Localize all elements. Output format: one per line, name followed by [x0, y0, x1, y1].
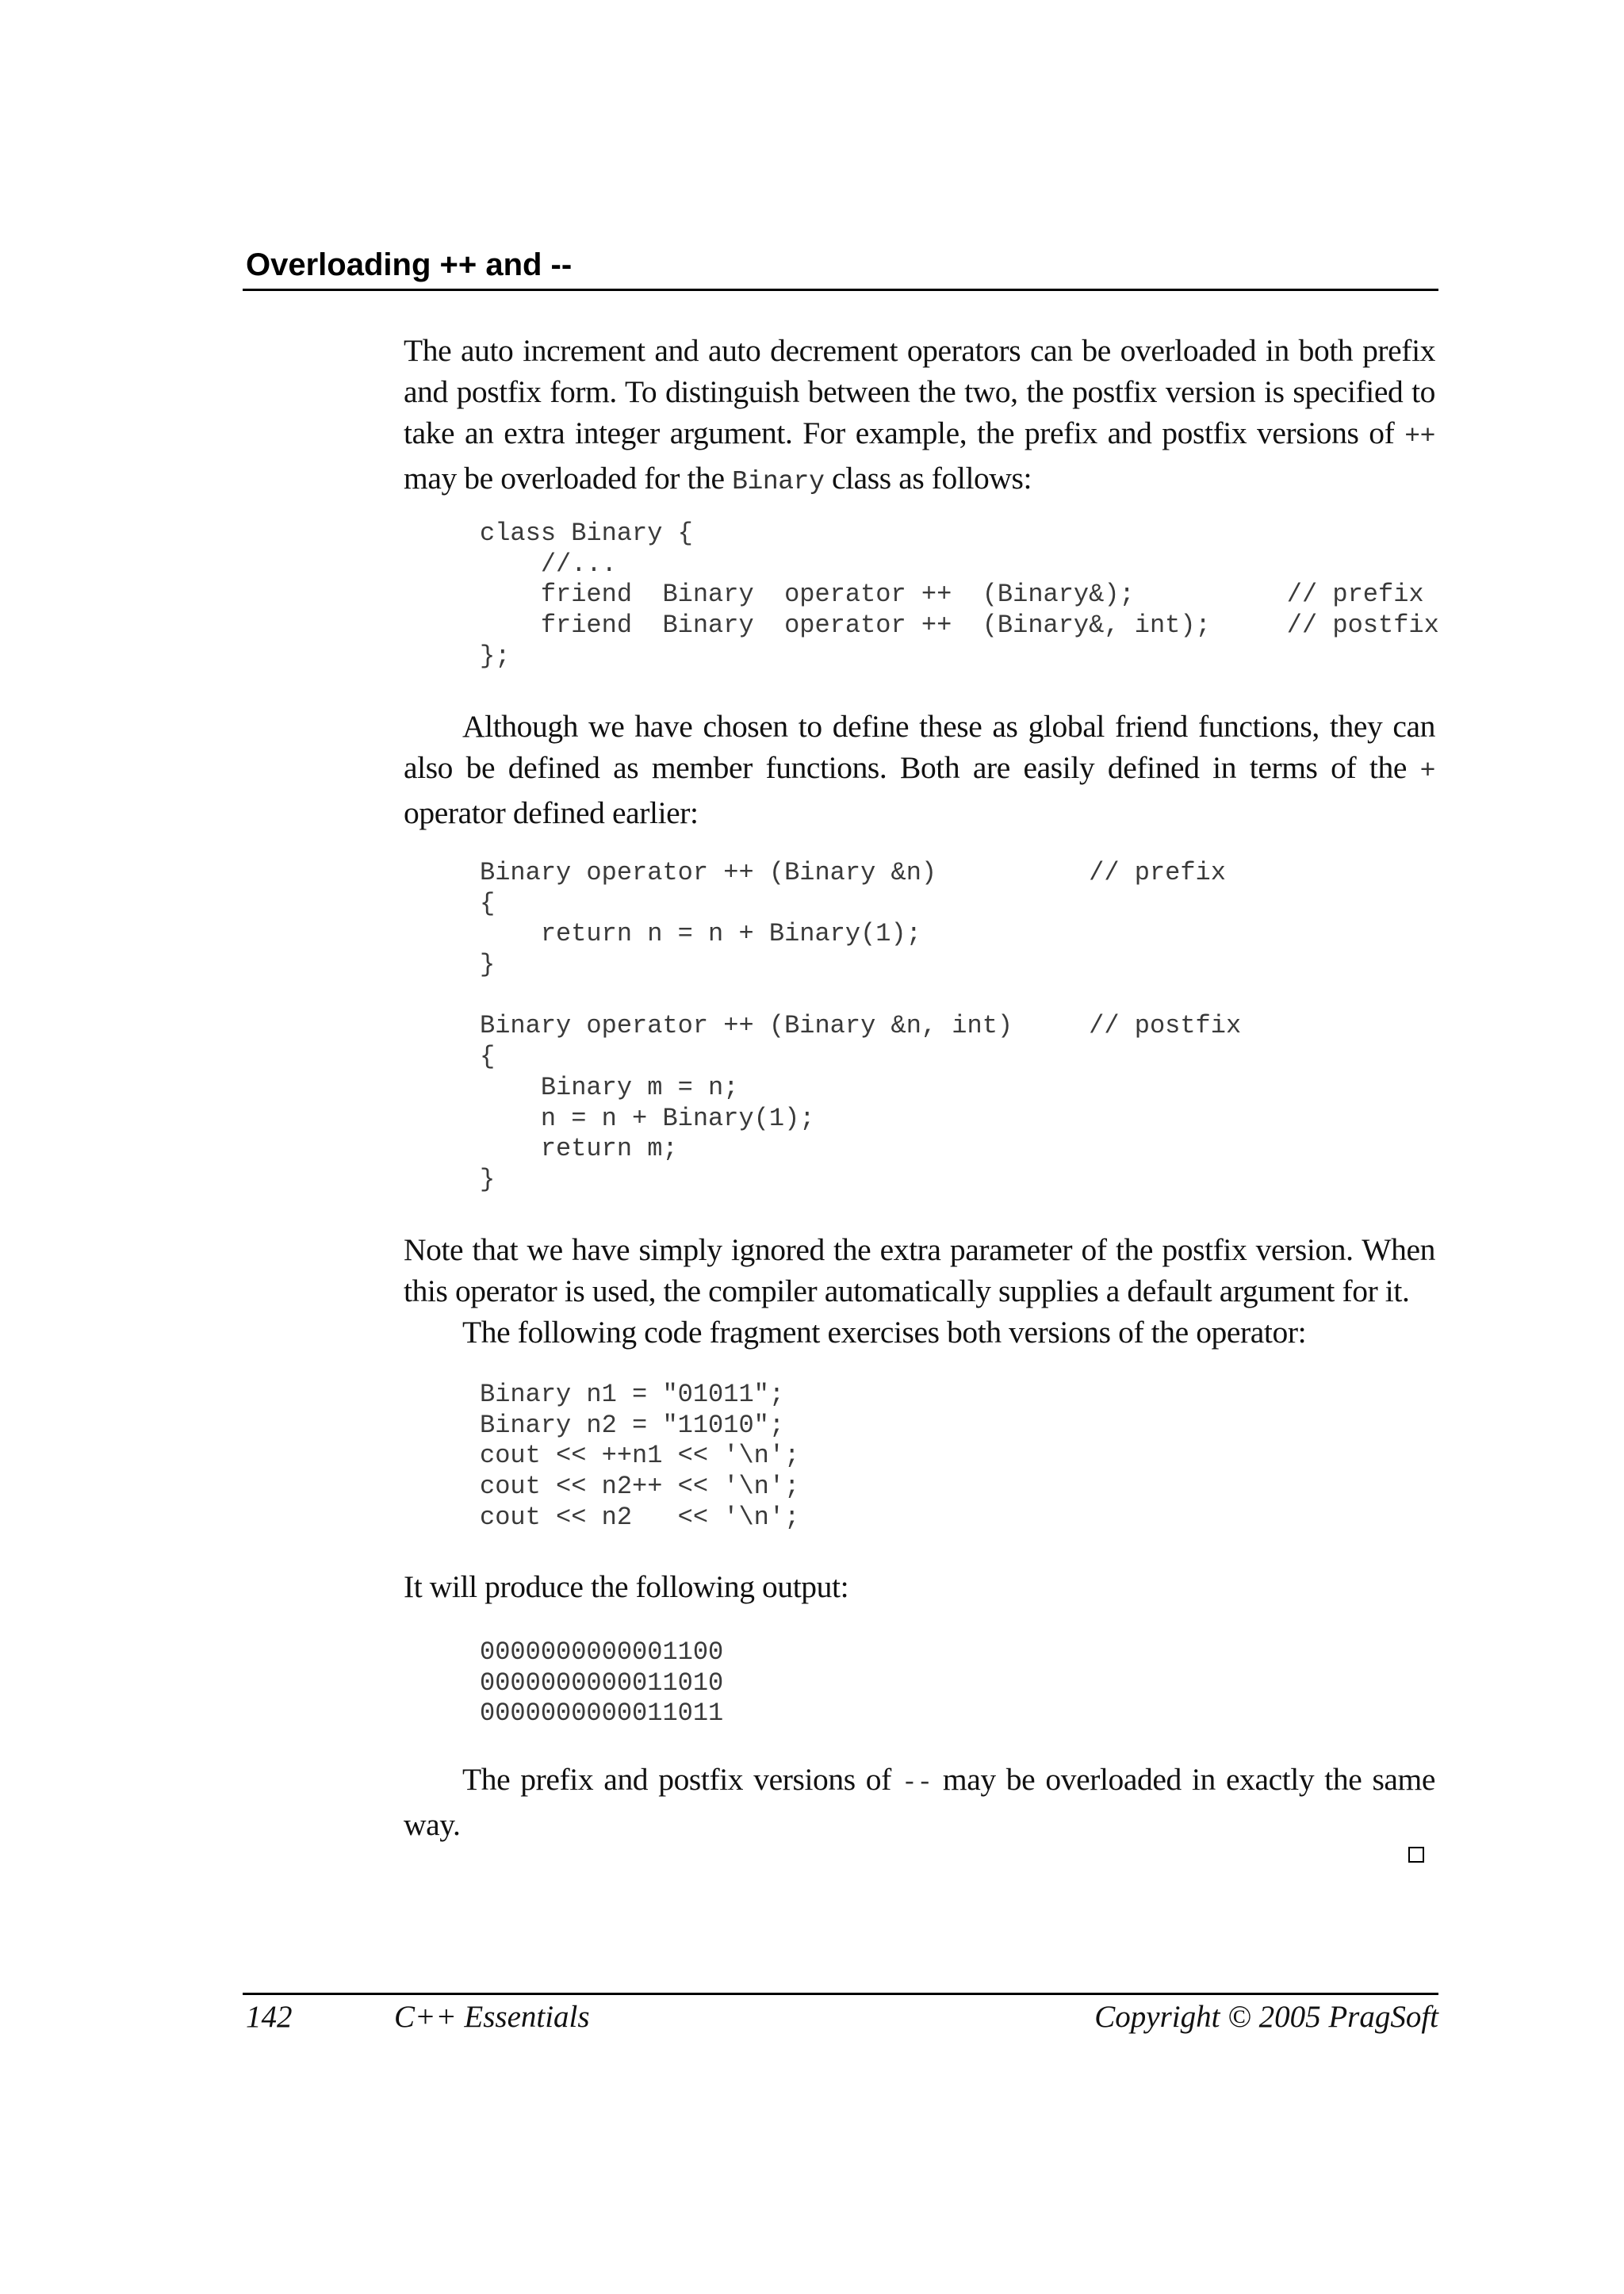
copyright-notice: Copyright © 2005 PragSoft: [1094, 2000, 1438, 2034]
inline-code-increment: ++: [1404, 422, 1435, 451]
fragment-intro-paragraph: The following code fragment exercises both versions of the operator:: [462, 1315, 1307, 1350]
end-of-section-square: [1408, 1847, 1424, 1863]
operator-definitions-code: [480, 858, 1241, 1196]
code-line: }: [480, 950, 496, 980]
friend-note-text-2: operator defined earlier:: [404, 795, 699, 830]
closing-text-2: may be overloaded in exactly the same way.: [404, 1762, 1436, 1842]
heading-rule: [243, 289, 1438, 291]
intro-text-2: may be overloaded for the: [404, 461, 733, 496]
class-declaration-code: [480, 519, 1439, 672]
inline-code-decrement: --: [902, 1768, 933, 1798]
code-line: cout << n2++ << '\n';: [480, 1472, 800, 1502]
code-line: //...: [480, 549, 617, 579]
code-line: {: [480, 1042, 496, 1072]
output-intro-paragraph: It will produce the following output:: [404, 1569, 849, 1604]
code-line: Binary n1 = "01011";: [480, 1380, 785, 1409]
closing-paragraph: [404, 1759, 1435, 1845]
intro-paragraph: [404, 330, 1435, 503]
page-number: 142: [246, 2000, 293, 2034]
code-line: [480, 981, 1241, 1012]
code-line: return n = n + Binary(1);: [480, 919, 921, 949]
code-line: Binary operator ++ (Binary &n) // prefix: [480, 858, 1226, 887]
program-output-code: [480, 1637, 723, 1729]
code-line: n = n + Binary(1);: [480, 1103, 815, 1133]
ignored-parameter-paragraph: Note that we have simply ignored the extra parameter of the postfix version. When this operator is used, the compiler automatically supplies a default argument for it.: [404, 1232, 1435, 1308]
code-line: Binary n2 = "11010";: [480, 1410, 785, 1440]
friend-note-text-1: Although we have chosen to define these as global friend functions, they can also be defined as member functions. Both are easily defined in terms of the: [404, 709, 1435, 785]
friend-functions-paragraph: [404, 706, 1435, 833]
code-line: 0000000000011011: [480, 1698, 724, 1729]
code-line: {: [480, 888, 496, 918]
code-line: };: [480, 641, 511, 671]
code-line: }: [480, 1164, 496, 1194]
book-title: C++ Essentials: [394, 2000, 590, 2034]
code-line: 0000000000001100: [480, 1637, 724, 1667]
code-line: Binary m = n;: [480, 1072, 739, 1102]
code-line: 0000000000011010: [480, 1668, 724, 1698]
code-line: return m;: [480, 1134, 678, 1164]
usage-fragment-code: [480, 1380, 799, 1533]
code-line: friend Binary operator ++ (Binary&, int); // postfix: [480, 611, 1439, 641]
closing-text-1: The prefix and postfix versions of: [462, 1762, 902, 1797]
intro-text-1: The auto increment and auto decrement operators can be overloaded in both prefix and postfix form. To distinguish between the two, the postfix version is specified to take an extra integer argument. For example, the prefix and postfix versions of: [404, 333, 1435, 450]
code-line: class Binary {: [480, 519, 693, 548]
inline-code-plus: +: [1419, 756, 1435, 786]
code-line: Binary operator ++ (Binary &n, int) // postfix: [480, 1011, 1242, 1041]
code-line: cout << n2 << '\n';: [480, 1502, 800, 1532]
code-line: cout << ++n1 << '\n';: [480, 1441, 800, 1471]
section-heading: Overloading ++ and --: [246, 247, 573, 282]
inline-code-binary: Binary: [732, 467, 825, 496]
intro-text-3: class as follows:: [824, 461, 1032, 496]
code-line: friend Binary operator ++ (Binary&); // prefix: [480, 580, 1424, 610]
